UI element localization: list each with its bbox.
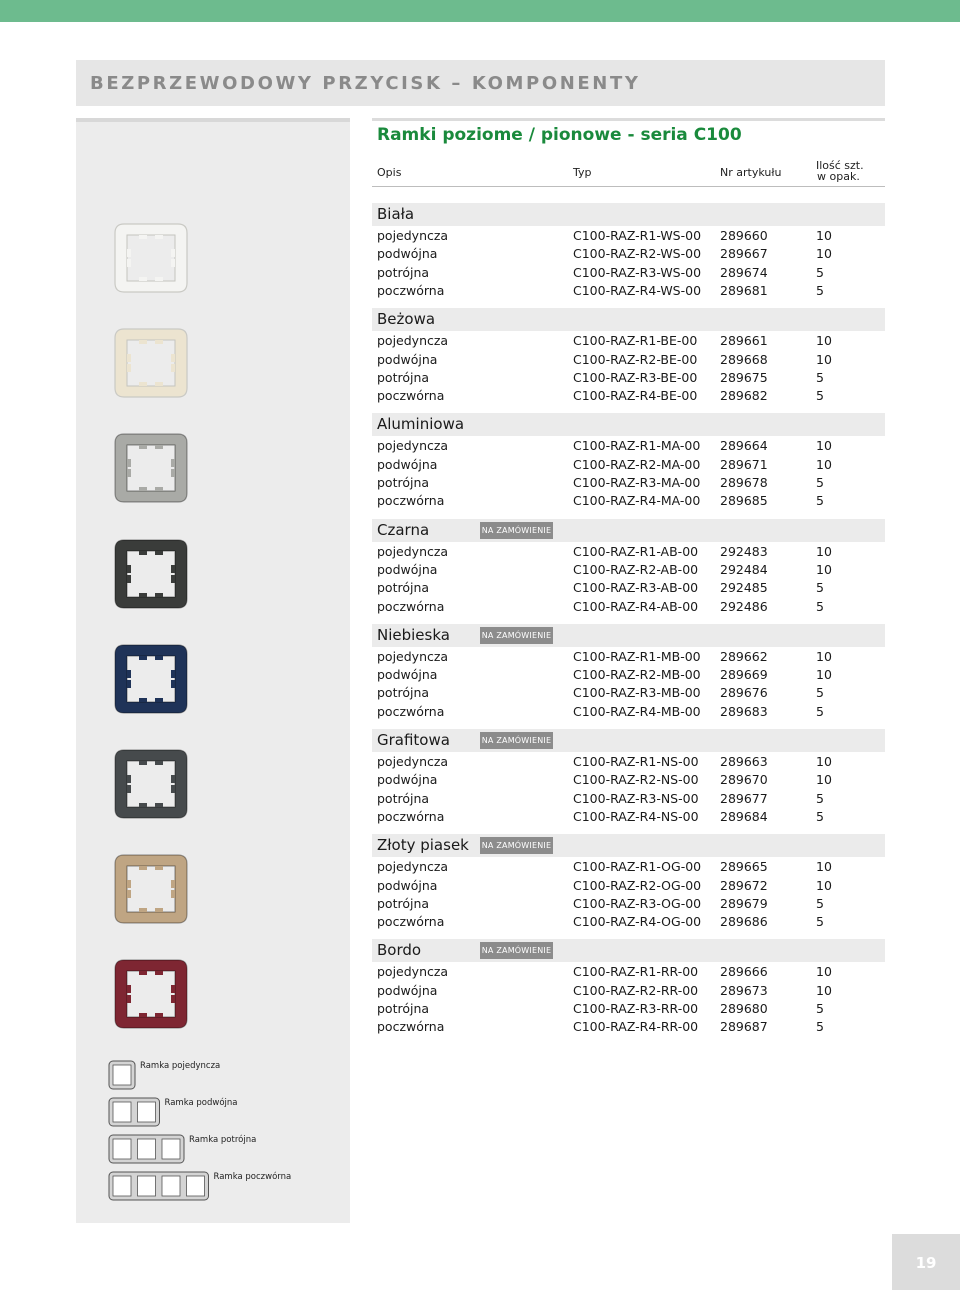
legend-frame-opening xyxy=(113,1176,131,1196)
frame-tab xyxy=(127,775,131,783)
frame-tab xyxy=(139,803,147,807)
frame-tab xyxy=(171,364,175,372)
frame-tab xyxy=(171,469,175,477)
cell-nr: 289686 xyxy=(720,914,768,930)
cell-qty: 10 xyxy=(816,351,832,367)
frame-tab xyxy=(127,995,131,1003)
cell-qty: 5 xyxy=(816,808,824,824)
cell-nr: 289678 xyxy=(720,475,768,490)
frame-tab xyxy=(155,593,163,597)
frame-tab xyxy=(171,459,175,467)
cell-qty: 5 xyxy=(816,895,824,911)
cell-typ: C100-RAZ-R1-MA-00 xyxy=(573,438,701,454)
frame-tab xyxy=(171,249,175,257)
frame-opening xyxy=(127,235,175,281)
cell-qty: 10 xyxy=(816,228,832,243)
frame-opening xyxy=(127,866,175,912)
group-header-band xyxy=(372,203,885,226)
cell-opis: poczwórna xyxy=(377,703,445,719)
frame-tab xyxy=(139,908,147,912)
cell-typ: C100-RAZ-R4-OG-00 xyxy=(573,914,702,930)
group-name: Beżowa xyxy=(377,310,436,329)
cell-opis: potrójna xyxy=(377,264,430,280)
cell-opis: poczwórna xyxy=(377,598,445,614)
frame-tab xyxy=(155,382,163,386)
cell-opis: potrójna xyxy=(377,1001,430,1016)
frame-tab xyxy=(171,985,175,993)
cell-nr: 289674 xyxy=(720,264,768,280)
cell-nr: 292483 xyxy=(720,543,768,559)
cell-nr: 289672 xyxy=(720,877,768,893)
cell-typ: C100-RAZ-R1-RR-00 xyxy=(573,964,699,980)
cell-qty: 5 xyxy=(816,703,824,719)
cell-opis: potrójna xyxy=(377,895,430,911)
column-header-qty-line2: w opak. xyxy=(817,170,860,183)
cell-nr: 289682 xyxy=(720,388,768,404)
cell-nr: 289677 xyxy=(720,790,768,806)
frame-tab xyxy=(139,340,147,344)
frame-tab xyxy=(155,1013,163,1017)
legend-frame-opening xyxy=(187,1176,205,1196)
frame-tab xyxy=(171,259,175,267)
frame-tab xyxy=(171,680,175,688)
cell-typ: C100-RAZ-R4-WS-00 xyxy=(573,282,702,298)
cell-nr: 289662 xyxy=(720,648,768,664)
cell-qty: 10 xyxy=(816,667,832,683)
frame-tab xyxy=(155,445,163,449)
legend-label: Ramka poczwórna xyxy=(213,1172,292,1182)
cell-nr: 289666 xyxy=(720,964,768,980)
cell-opis: podwójna xyxy=(377,351,438,367)
cell-nr: 289667 xyxy=(720,246,768,262)
frame-opening xyxy=(127,551,175,597)
cell-opis: poczwórna xyxy=(377,388,445,404)
cell-nr: 289670 xyxy=(720,772,768,788)
frame-tab xyxy=(127,985,131,993)
frame-tab xyxy=(139,487,147,491)
frame-swatch xyxy=(112,958,190,1030)
page-number: 19 xyxy=(915,1254,937,1272)
frame-tab xyxy=(127,565,131,573)
legend-frame-diagram xyxy=(108,1060,136,1090)
cell-nr: 292484 xyxy=(720,561,768,577)
cell-typ: C100-RAZ-R4-NS-00 xyxy=(573,808,699,824)
frame-tab xyxy=(127,259,131,267)
cell-qty: 5 xyxy=(816,493,824,509)
cell-typ: C100-RAZ-R3-MB-00 xyxy=(573,685,701,701)
on-order-badge: NA ZAMÓWIENIE xyxy=(480,522,553,539)
cell-typ: C100-RAZ-R4-AB-00 xyxy=(573,598,699,614)
cell-opis: poczwórna xyxy=(377,914,445,930)
legend-frame-opening xyxy=(162,1139,180,1159)
frame-tab xyxy=(127,785,131,793)
frame-tab xyxy=(139,593,147,597)
cell-nr: 289685 xyxy=(720,493,768,509)
cell-qty: 5 xyxy=(816,685,824,701)
cell-typ: C100-RAZ-R3-WS-00 xyxy=(573,264,702,280)
column-header-qty xyxy=(816,160,864,182)
cell-typ: C100-RAZ-R4-BE-00 xyxy=(573,388,698,404)
frame-tab xyxy=(127,680,131,688)
frame-tab xyxy=(139,866,147,870)
cell-opis: potrójna xyxy=(377,369,430,385)
cell-opis: pojedyncza xyxy=(377,754,449,769)
legend-frame-opening xyxy=(138,1102,156,1122)
on-order-badge: NA ZAMÓWIENIE xyxy=(480,942,553,959)
cell-typ: C100-RAZ-R3-BE-00 xyxy=(573,369,698,385)
header-band xyxy=(76,60,885,106)
group-name: Niebieska xyxy=(377,625,450,644)
frame-tab xyxy=(155,277,163,281)
cell-typ: C100-RAZ-R2-BE-00 xyxy=(573,351,698,367)
cell-opis: podwójna xyxy=(377,456,438,472)
frame-tab xyxy=(171,890,175,898)
frame-swatch xyxy=(112,538,190,610)
frame-tab xyxy=(139,1013,147,1017)
frame-tab xyxy=(171,575,175,583)
frame-tab xyxy=(139,698,147,702)
cell-nr: 289660 xyxy=(720,228,768,243)
cell-qty: 10 xyxy=(816,246,832,262)
cell-qty: 10 xyxy=(816,964,832,980)
cell-nr: 289676 xyxy=(720,685,768,701)
cell-nr: 289663 xyxy=(720,754,768,769)
cell-opis: potrójna xyxy=(377,685,430,701)
cell-typ: C100-RAZ-R1-NS-00 xyxy=(573,754,699,769)
frame-swatch xyxy=(112,853,190,925)
frame-tab xyxy=(155,971,163,975)
cell-opis: podwójna xyxy=(377,877,438,893)
legend-frame-opening xyxy=(113,1102,131,1122)
cell-qty: 5 xyxy=(816,1019,824,1035)
frame-tab xyxy=(127,880,131,888)
legend-frame-opening xyxy=(138,1176,156,1196)
cell-qty: 5 xyxy=(816,598,824,614)
cell-typ: C100-RAZ-R3-AB-00 xyxy=(573,580,699,596)
frame-tab xyxy=(155,340,163,344)
cell-qty: 5 xyxy=(816,1001,824,1016)
cell-nr: 289671 xyxy=(720,456,768,472)
frame-tab xyxy=(171,880,175,888)
frame-tab xyxy=(139,445,147,449)
group-name: Czarna xyxy=(377,520,430,539)
panel-top-rule xyxy=(76,118,350,122)
cell-qty: 5 xyxy=(816,369,824,385)
frame-opening xyxy=(127,340,175,386)
frame-tab xyxy=(139,971,147,975)
cell-nr: 292486 xyxy=(720,598,768,614)
cell-qty: 5 xyxy=(816,914,824,930)
cell-qty: 5 xyxy=(816,388,824,404)
legend-frame-opening xyxy=(138,1139,156,1159)
on-order-badge: NA ZAMÓWIENIE xyxy=(480,732,553,749)
on-order-badge: NA ZAMÓWIENIE xyxy=(480,627,553,644)
cell-opis: podwójna xyxy=(377,667,438,683)
frame-tab xyxy=(127,469,131,477)
frame-swatch xyxy=(112,432,190,504)
cell-qty: 10 xyxy=(816,648,832,664)
group-name: Aluminiowa xyxy=(377,415,465,434)
cell-nr: 289679 xyxy=(720,895,768,911)
cell-nr: 289673 xyxy=(720,982,768,998)
cell-typ: C100-RAZ-R1-AB-00 xyxy=(573,543,699,559)
cell-opis: potrójna xyxy=(377,475,430,490)
frame-tab xyxy=(127,249,131,257)
cell-opis: pojedyncza xyxy=(377,228,449,243)
cell-typ: C100-RAZ-R2-AB-00 xyxy=(573,561,699,577)
frame-tab xyxy=(155,656,163,660)
cell-qty: 10 xyxy=(816,438,832,454)
cell-opis: podwójna xyxy=(377,772,438,788)
frame-tab xyxy=(171,670,175,678)
cell-typ: C100-RAZ-R2-NS-00 xyxy=(573,772,699,788)
top-color-bar xyxy=(0,0,960,22)
cell-typ: C100-RAZ-R2-RR-00 xyxy=(573,982,699,998)
frame-tab xyxy=(139,551,147,555)
frame-tab xyxy=(127,890,131,898)
cell-nr: 289681 xyxy=(720,282,768,298)
cell-nr: 289661 xyxy=(720,333,768,349)
cell-qty: 10 xyxy=(816,859,832,875)
frame-tab xyxy=(155,551,163,555)
cell-opis: poczwórna xyxy=(377,1019,445,1035)
cell-qty: 10 xyxy=(816,333,832,349)
cell-typ: C100-RAZ-R1-BE-00 xyxy=(573,333,698,349)
header-rule xyxy=(372,186,885,187)
legend-frame-opening xyxy=(113,1139,131,1159)
cell-opis: poczwórna xyxy=(377,282,445,298)
frame-tab xyxy=(171,354,175,362)
cell-opis: pojedyncza xyxy=(377,859,449,875)
page-heading: BEZPRZEWODOWY PRZYCISK – KOMPONENTY xyxy=(90,73,641,94)
legend-frame-opening xyxy=(162,1176,180,1196)
legend-label: Ramka pojedyncza xyxy=(140,1061,221,1071)
frame-opening xyxy=(127,445,175,491)
cell-typ: C100-RAZ-R2-MB-00 xyxy=(573,667,701,683)
cell-opis: pojedyncza xyxy=(377,543,449,559)
frame-tab xyxy=(139,382,147,386)
frame-tab xyxy=(139,656,147,660)
column-header-opis: Opis xyxy=(377,166,402,179)
column-header-qty-line1: Ilość szt. xyxy=(816,159,864,172)
group-name: Złoty piasek xyxy=(377,836,469,855)
cell-nr: 289680 xyxy=(720,1001,768,1016)
cell-opis: pojedyncza xyxy=(377,333,449,349)
frame-swatch xyxy=(112,222,190,294)
section-top-rule xyxy=(372,118,885,121)
legend-frame-diagram xyxy=(108,1171,210,1201)
frame-tab xyxy=(171,775,175,783)
cell-typ: C100-RAZ-R1-OG-00 xyxy=(573,859,702,875)
group-header-band xyxy=(372,519,885,542)
cell-nr: 289664 xyxy=(720,438,768,454)
cell-nr: 289675 xyxy=(720,369,768,385)
section-title: Ramki poziome / pionowe - seria C100 xyxy=(377,125,742,145)
cell-opis: podwójna xyxy=(377,246,438,262)
cell-typ: C100-RAZ-R4-MA-00 xyxy=(573,493,701,509)
cell-nr: 289684 xyxy=(720,808,768,824)
cell-nr: 289665 xyxy=(720,859,768,875)
group-header-band xyxy=(372,939,885,962)
frame-tab xyxy=(127,459,131,467)
cell-opis: pojedyncza xyxy=(377,964,449,980)
frame-tab xyxy=(155,908,163,912)
frame-swatch xyxy=(112,643,190,715)
cell-qty: 5 xyxy=(816,282,824,298)
page-number-box xyxy=(892,1234,960,1290)
cell-qty: 10 xyxy=(816,877,832,893)
frame-tab xyxy=(155,866,163,870)
cell-opis: pojedyncza xyxy=(377,648,449,664)
legend-frame-diagram xyxy=(108,1134,185,1164)
cell-nr: 289668 xyxy=(720,351,768,367)
legend-frame-opening xyxy=(113,1065,131,1085)
cell-qty: 10 xyxy=(816,754,832,769)
frame-tab xyxy=(127,364,131,372)
cell-typ: C100-RAZ-R4-MB-00 xyxy=(573,703,701,719)
frame-tab xyxy=(155,235,163,239)
frame-swatch xyxy=(112,748,190,820)
legend-label: Ramka potrójna xyxy=(189,1135,257,1145)
frame-tab xyxy=(139,277,147,281)
cell-typ: C100-RAZ-R3-RR-00 xyxy=(573,1001,699,1016)
cell-opis: poczwórna xyxy=(377,493,445,509)
cell-qty: 10 xyxy=(816,772,832,788)
cell-typ: C100-RAZ-R1-MB-00 xyxy=(573,648,701,664)
cell-qty: 5 xyxy=(816,580,824,596)
cell-qty: 10 xyxy=(816,456,832,472)
cell-qty: 10 xyxy=(816,543,832,559)
frame-tab xyxy=(139,235,147,239)
frame-tab xyxy=(139,761,147,765)
cell-typ: C100-RAZ-R2-OG-00 xyxy=(573,877,702,893)
frame-tab xyxy=(155,803,163,807)
cell-qty: 10 xyxy=(816,561,832,577)
frame-tab xyxy=(127,575,131,583)
cell-opis: poczwórna xyxy=(377,808,445,824)
frame-opening xyxy=(127,656,175,702)
cell-qty: 10 xyxy=(816,982,832,998)
cell-typ: C100-RAZ-R1-WS-00 xyxy=(573,228,702,243)
frame-opening xyxy=(127,971,175,1017)
frame-tab xyxy=(127,670,131,678)
frame-tab xyxy=(155,698,163,702)
on-order-badge: NA ZAMÓWIENIE xyxy=(480,837,553,854)
legend-frame-diagram xyxy=(108,1097,161,1127)
frame-tab xyxy=(155,761,163,765)
group-name: Bordo xyxy=(377,941,422,960)
cell-qty: 5 xyxy=(816,790,824,806)
cell-nr: 289687 xyxy=(720,1019,768,1035)
cell-qty: 5 xyxy=(816,264,824,280)
frame-tab xyxy=(127,354,131,362)
column-header-nr: Nr artykułu xyxy=(720,166,782,179)
cell-opis: potrójna xyxy=(377,580,430,596)
cell-typ: C100-RAZ-R4-RR-00 xyxy=(573,1019,699,1035)
frame-tab xyxy=(171,565,175,573)
group-header-band xyxy=(372,308,885,331)
cell-typ: C100-RAZ-R3-OG-00 xyxy=(573,895,702,911)
cell-typ: C100-RAZ-R2-MA-00 xyxy=(573,456,701,472)
frame-tab xyxy=(171,785,175,793)
group-name: Biała xyxy=(377,205,415,223)
cell-qty: 5 xyxy=(816,475,824,490)
cell-nr: 289683 xyxy=(720,703,768,719)
frame-tab xyxy=(155,487,163,491)
frame-opening xyxy=(127,761,175,807)
column-header-typ: Typ xyxy=(573,166,592,179)
legend-label: Ramka podwójna xyxy=(164,1098,238,1108)
cell-opis: potrójna xyxy=(377,790,430,806)
cell-opis: podwójna xyxy=(377,982,438,998)
cell-opis: podwójna xyxy=(377,561,438,577)
frame-tab xyxy=(171,995,175,1003)
cell-opis: pojedyncza xyxy=(377,438,449,454)
cell-typ: C100-RAZ-R2-WS-00 xyxy=(573,246,702,262)
cell-typ: C100-RAZ-R3-MA-00 xyxy=(573,475,701,490)
cell-typ: C100-RAZ-R3-NS-00 xyxy=(573,790,699,806)
cell-nr: 292485 xyxy=(720,580,768,596)
cell-nr: 289669 xyxy=(720,667,768,683)
group-name: Grafitowa xyxy=(377,731,450,749)
frame-swatch xyxy=(112,327,190,399)
